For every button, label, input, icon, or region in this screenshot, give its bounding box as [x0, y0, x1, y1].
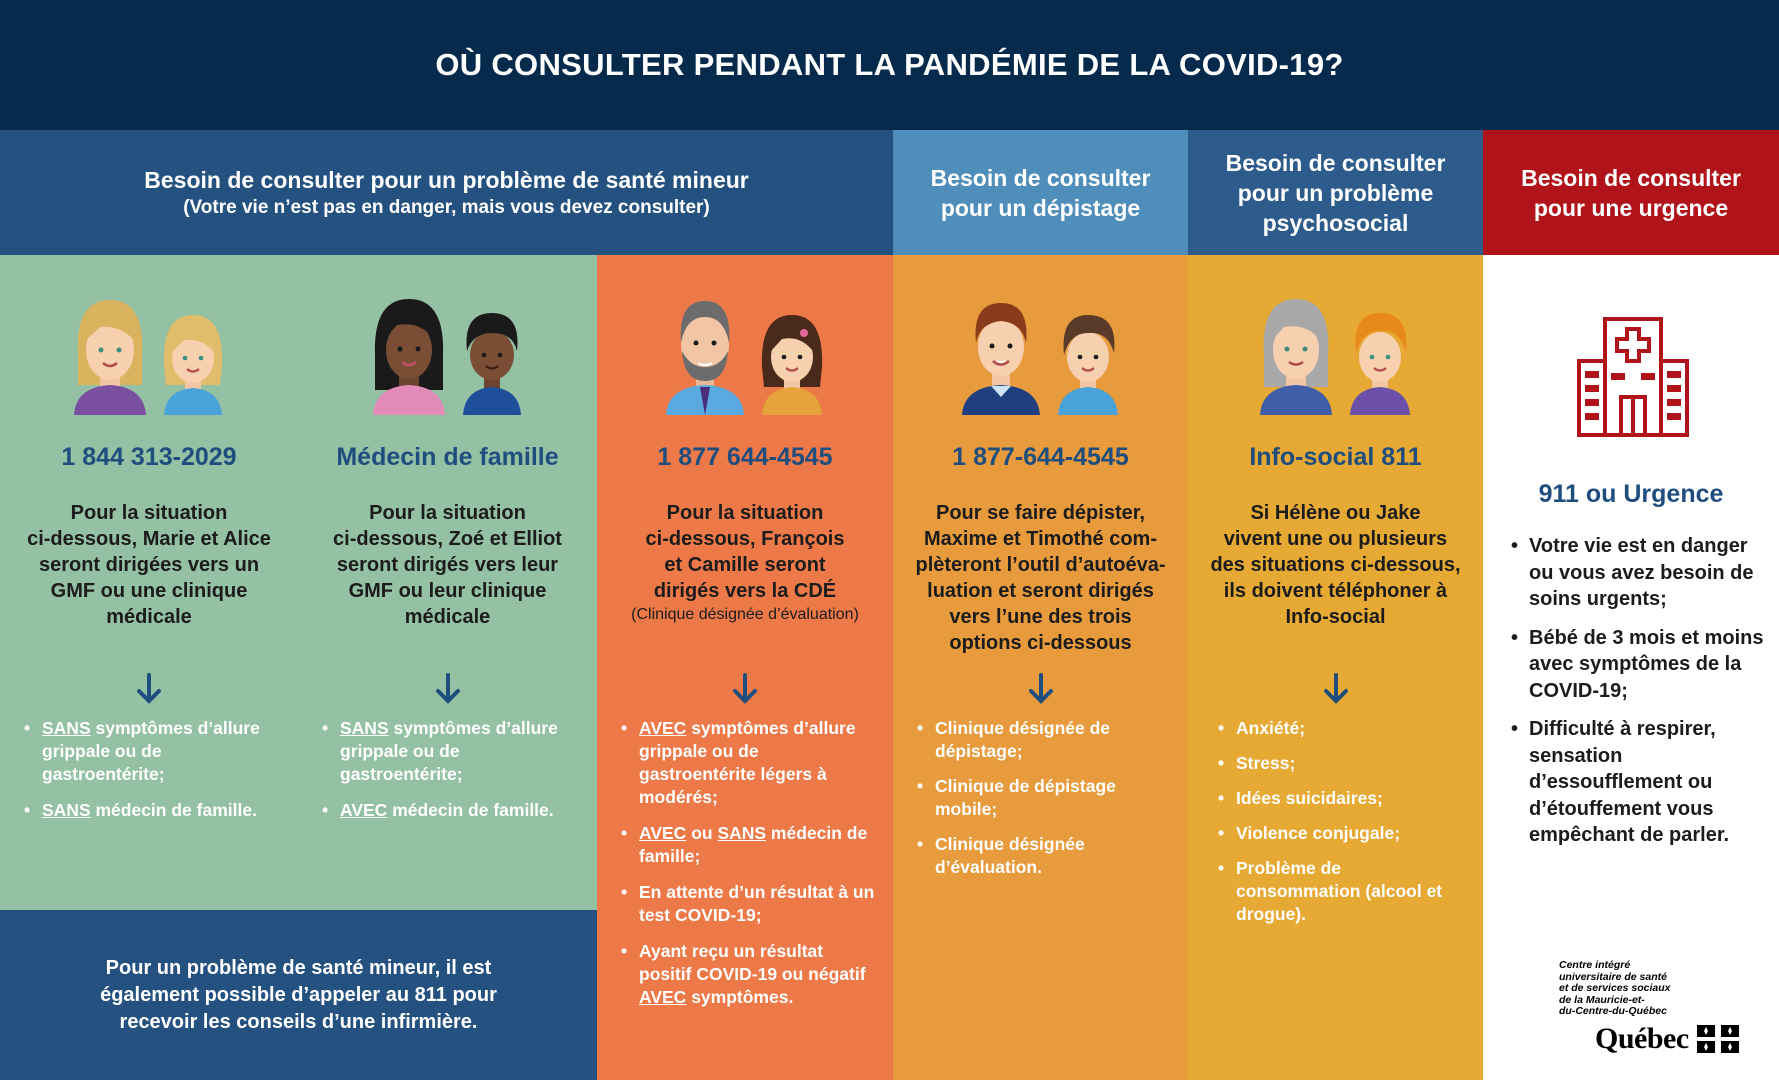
list-item: • Clinique de dépistage mobile;	[917, 775, 1170, 821]
list-item-text: symptômes d’allure grippale ou de gastroentérite;	[42, 718, 260, 784]
list-item-text: symptômes d’allure grippale ou de gastroentérite;	[340, 718, 558, 784]
column-urgence	[1483, 255, 1779, 1080]
list-item: • Bébé de 3 mois et moins avec symptômes de la COVID-19;	[1511, 625, 1765, 705]
list-item-text: symptômes d’allure grippale ou de gastroentérite légers à modérés;	[639, 718, 856, 807]
logo-org-line: universitaire de santé	[1559, 970, 1667, 983]
avatars-francois-camille	[597, 285, 893, 415]
man-brown-hair-icon	[958, 293, 1044, 415]
emphasis: SANS	[42, 800, 91, 820]
list-item: • Problème de consommation (alcool et drogue).	[1218, 857, 1465, 926]
situation-description	[298, 500, 597, 630]
desc-line: et Camille seront	[664, 554, 826, 576]
criteria-list	[24, 717, 280, 835]
emphasis: AVEC	[340, 800, 388, 820]
desc-line: ils doivent téléphoner à	[1223, 580, 1448, 602]
situation-description	[893, 500, 1188, 656]
header-depistage-line: pour un dépistage	[940, 194, 1141, 221]
criteria-list	[621, 717, 875, 1022]
list-item	[621, 881, 875, 927]
avatars-helene-jake	[1188, 285, 1483, 415]
desc-line: Pour la situation	[666, 502, 824, 524]
hospital-icon	[1575, 315, 1691, 439]
list-item	[322, 799, 579, 822]
desc-line: plèteront l’outil d’autoéva-	[915, 554, 1166, 576]
avatars-zoe-elliot	[298, 285, 597, 415]
list-item	[621, 822, 875, 868]
list-item: • Idées suicidaires;	[1218, 787, 1465, 810]
list-item	[621, 717, 875, 809]
situation-description	[0, 500, 298, 630]
column-marie-alice	[0, 255, 298, 910]
header-minor-title: Besoin de consulter pour un problème de santé mineur	[144, 166, 749, 193]
list-item: • Votre vie est en danger ou vous avez besoin de soins urgents;	[1511, 533, 1765, 613]
desc-line: ci-dessous, François	[645, 528, 845, 550]
header-psy-line: Besoin de consulter	[1225, 149, 1446, 176]
emphasis: SANS	[717, 823, 767, 843]
list-item-text: symptômes.	[686, 987, 794, 1007]
list-item-text: Ayant reçu un résultat positif COVID-19 ou négatif	[639, 941, 866, 984]
situations-list	[1218, 717, 1465, 938]
girl-blonde-icon	[158, 310, 228, 415]
desc-line: seront dirigés vers leur	[336, 554, 559, 576]
header-psy-line: pour un problème	[1237, 179, 1434, 206]
list-item: • Clinique désignée d’évaluation.	[917, 833, 1170, 879]
arrow-down-icon	[298, 673, 597, 710]
column-helene-jake	[1188, 255, 1483, 1080]
woman-grey-hair-icon	[1256, 295, 1336, 415]
desc-line: des situations ci-dessous,	[1210, 554, 1461, 576]
desc-line: médicale	[404, 606, 491, 628]
emphasis: AVEC	[639, 987, 687, 1007]
column-francois-camille	[597, 255, 893, 1080]
emphasis: SANS	[42, 718, 91, 738]
phone-number: 1 877-644-4545	[952, 443, 1129, 471]
desc-line: dirigés vers la CDÉ	[653, 580, 837, 602]
arrow-down-icon	[0, 673, 298, 710]
arrow-down-icon	[597, 673, 893, 710]
desc-line: Pour la situation	[70, 502, 228, 524]
options-list	[917, 717, 1170, 891]
boy-dark-hair-icon	[457, 303, 527, 415]
desc-line: vivent une ou plusieurs	[1223, 528, 1448, 550]
header-depistage	[893, 130, 1188, 255]
desc-line: Pour se faire dépister,	[936, 502, 1145, 524]
logo-org-line: du-Centre-du-Québec	[1559, 1005, 1667, 1017]
header-minor	[0, 130, 893, 255]
info-social-heading: Info-social 811	[1249, 443, 1422, 471]
family-doctor-heading: Médecin de famille	[336, 443, 559, 471]
desc-line: Info-social	[1285, 606, 1386, 628]
girl-brown-hair-icon	[756, 307, 828, 415]
boy-red-hair-icon	[1344, 307, 1416, 415]
header-urgence-line: pour une urgence	[1533, 194, 1729, 221]
quebec-flag-icon	[1697, 1025, 1739, 1053]
list-item: • Clinique désignée de dépistage;	[917, 717, 1170, 763]
column-maxime-timothe	[893, 255, 1188, 1080]
emphasis: AVEC	[639, 718, 687, 738]
header-depistage-line: Besoin de consulter	[930, 164, 1151, 191]
list-item: • Violence conjugale;	[1218, 822, 1465, 845]
urgence-heading: 911 ou Urgence	[1538, 480, 1724, 508]
logo-org-line: Centre intégré	[1559, 959, 1631, 971]
situation-description	[597, 500, 893, 626]
desc-line: GMF ou leur clinique	[348, 580, 547, 602]
avatars-marie-alice	[0, 285, 298, 415]
arrow-down-icon	[1188, 673, 1483, 710]
desc-line: vers l’une des trois	[949, 606, 1132, 628]
page-title: OÙ CONSULTER PENDANT LA PANDÉMIE DE LA COVID-19?	[435, 47, 1344, 82]
list-item-text: ou	[686, 823, 718, 843]
criteria-list	[322, 717, 579, 835]
emphasis: SANS	[340, 718, 389, 738]
desc-line: seront dirigées vers un	[38, 554, 260, 576]
boy-brown-hair-icon	[1052, 307, 1124, 415]
header-minor-subtitle: (Votre vie n’est pas en danger, mais vous devez consulter)	[183, 196, 710, 218]
desc-line: Pour la situation	[369, 502, 526, 524]
list-item: • Stress;	[1218, 752, 1465, 775]
desc-line: options ci-dessous	[949, 632, 1132, 654]
list-item	[621, 940, 875, 1009]
list-item-text: médecin de famille.	[90, 800, 257, 820]
quebec-wordmark	[1595, 1022, 1769, 1056]
avatars-maxime-timothe	[893, 285, 1188, 415]
woman-dark-hair-icon	[369, 295, 449, 415]
list-item-text: médecin de famille.	[387, 800, 554, 820]
list-item	[322, 717, 579, 786]
emphasis: AVEC	[639, 823, 687, 843]
column-zoe-elliot	[298, 255, 597, 910]
urgence-list	[1511, 533, 1765, 861]
desc-line: GMF ou une clinique	[50, 580, 248, 602]
bearded-man-icon	[662, 293, 748, 415]
list-item	[24, 799, 280, 822]
arrow-down-icon	[893, 673, 1188, 710]
title-band	[0, 0, 1779, 130]
quebec-name: Québec	[1595, 1021, 1689, 1055]
header-urgence-line: Besoin de consulter	[1521, 164, 1741, 191]
desc-line: ci-dessous, Zoé et Elliot	[333, 528, 562, 550]
desc-line: Maxime et Timothé com-	[923, 528, 1158, 550]
woman-blonde-icon	[70, 295, 150, 415]
logo-org-line: et de services sociaux	[1559, 982, 1671, 994]
header-urgence	[1483, 130, 1779, 255]
header-psychosocial	[1188, 130, 1483, 255]
ciusss-logo	[1559, 960, 1769, 1056]
phone-number: 1 877 644-4545	[657, 443, 833, 471]
list-item: • Difficulté à respirer, sensation d’essoufflement ou d’étouffement vous empêchant de parler.	[1511, 716, 1765, 849]
list-item-text: médecin de famille;	[639, 823, 868, 866]
desc-line: luation et seront dirigés	[927, 580, 1154, 602]
nurse-advice-note: Pour un problème de santé mineur, il est également possible d’appeler au 811 pour recevoir les conseils d’une infirmière.	[0, 910, 597, 1080]
list-item: • Anxiété;	[1218, 717, 1465, 740]
desc-line: Si Hélène ou Jake	[1250, 502, 1421, 524]
header-psy-line: psychosocial	[1262, 209, 1409, 236]
desc-line: ci-dessous, Marie et Alice	[27, 528, 271, 550]
list-item-text: En attente d’un résultat à un test COVID-19;	[639, 882, 875, 925]
phone-number: 1 844 313-2029	[61, 443, 237, 471]
logo-org-line: de la Mauricie-et-	[1559, 993, 1645, 1006]
desc-line: médicale	[106, 606, 192, 628]
situation-description	[1188, 500, 1483, 630]
list-item	[24, 717, 280, 786]
desc-subtitle: (Clinique désignée d’évaluation)	[631, 606, 859, 623]
